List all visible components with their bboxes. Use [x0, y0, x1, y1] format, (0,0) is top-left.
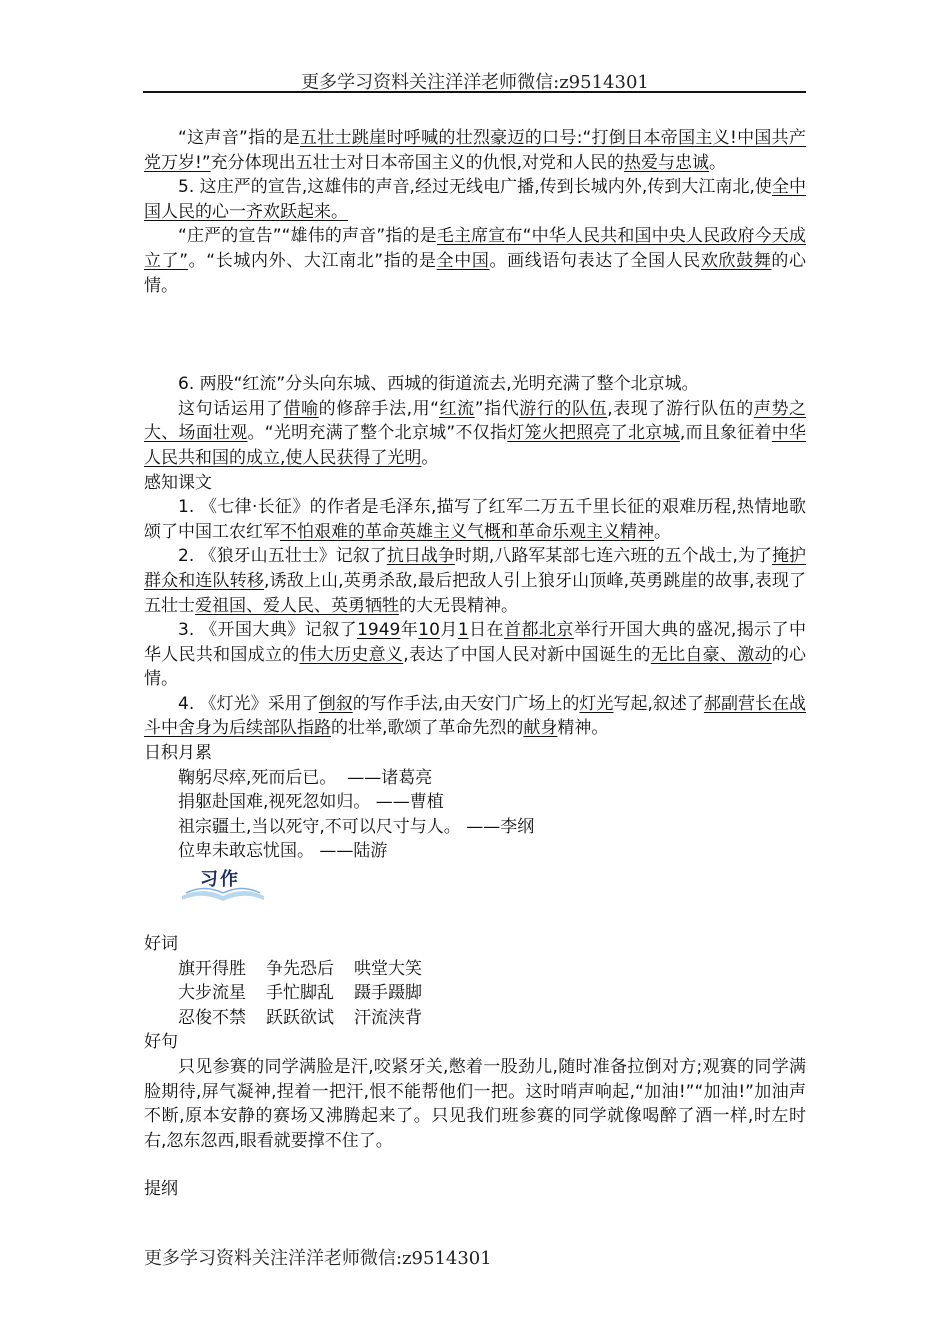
good-word: 汗流浃背: [354, 1007, 422, 1028]
writing-badge-label: 习作: [200, 869, 240, 891]
good-sentence-paragraph: 只见参赛的同学满脸是汗,咬紧牙关,憋着一股劲儿,随时准备拉倒对方;观赛的同学满脸期待,屏气凝神,捏着一把汗,恨不能帮他们一把。这时哨声响起,“加油!”“加油!”加油声不断,原本安静的赛场又沸腾起来了。只见我们班参赛的同学就像喝醉了酒一样,时左时右,忽东忽西,眼看就要撑不住了。: [144, 1057, 806, 1151]
spacer: [144, 1153, 806, 1177]
underlined-answer: 灯光: [579, 693, 614, 714]
underlined-answer: 五壮士跳崖时呼喊的壮烈豪迈的口号:“打倒日本帝国主义!中国共产党万岁!”: [144, 128, 806, 173]
underlined-answer: 爱祖国、爱人民、英勇牺牲: [195, 595, 399, 616]
question-5: 5. 这庄严的宣告,这雄伟的声音,经过无线电广播,传到长城内外,传到大江南北,使全中国人民的心一齐欢跃起来。: [144, 177, 806, 222]
word-row: [144, 981, 806, 1006]
underlined-answer: 毛主席宣布“中华人民共和国中央人民政府今天成立了”: [144, 226, 806, 271]
spacer: [144, 908, 806, 932]
good-word: 忍俊不禁: [178, 1007, 246, 1028]
paragraph-voice-explanation: “这声音”指的是五壮士跳崖时呼喊的壮烈豪迈的口号:“打倒日本帝国主义!中国共产党万岁!”充分体现出五壮士对日本帝国主义的仇恨,对党和人民的热爱与忠诚。: [144, 128, 806, 173]
writing-section-badge: [144, 866, 806, 908]
section-heading-accumulate: 日积月累: [144, 743, 212, 764]
question-6: 6. 两股“红流”分头向东城、西城的街道流去,光明充满了整个北京城。: [178, 374, 699, 395]
document-body: [144, 126, 806, 1202]
underlined-answer: 声势之大、场面壮观: [144, 398, 807, 444]
section-heading-outline: 提纲: [144, 1179, 178, 1200]
good-word: 大步流星: [178, 983, 246, 1004]
quote-line: 捐躯赴国难,视死忽如归。 ——曹植: [178, 792, 444, 813]
word-row: [144, 957, 806, 982]
underlined-answer: 全中国: [436, 250, 490, 271]
answer-5: “庄严的宣告”“雄伟的声音”指的是毛主席宣布“中华人民共和国中央人民政府今天成立了”。“长城内外、大江南北”指的是全中国。画线语句表达了全国人民欢欣鼓舞的心情。: [144, 226, 807, 296]
page-footer: 更多学习资料关注洋洋老师微信:z9514301: [144, 1248, 492, 1269]
section-heading-perceive: 感知课文: [144, 472, 212, 493]
underlined-answer: 1949: [357, 620, 401, 641]
underlined-answer: 红流: [438, 398, 475, 419]
underlined-answer: 抗日战争: [386, 546, 455, 567]
spacer: [144, 298, 806, 372]
quote-line: 祖宗疆土,当以死守,不可以尺寸与人。 ——李纲: [178, 816, 535, 837]
underlined-answer: 全中国人民的心一齐欢跃起来。: [144, 177, 806, 222]
good-word: 争先恐后: [266, 958, 334, 979]
perceive-item-4: 4. 《灯光》采用了倒叙的写作手法,由天安门广场上的灯光写起,叙述了郝副营长在战斗中舍身为后续部队指路的壮举,歌颂了革命先烈的献身精神。: [144, 693, 807, 739]
perceive-item-3: 3. 《开国大典》记叙了1949年10月1日在首都北京举行开国大典的盛况,揭示了中华人民共和国成立的伟大历史意义,表达了中国人民对新中国诞生的无比自豪、激动的心情。: [144, 620, 807, 690]
quote-line: 鞠躬尽瘁,死而后已。 ——诸葛亮: [178, 767, 433, 788]
header-divider: [143, 91, 806, 93]
good-word: 手忙脚乱: [266, 983, 334, 1004]
section-heading-good-words: 好词: [144, 934, 178, 955]
underlined-answer: 无比自豪、激动: [650, 644, 772, 665]
underlined-answer: 游行的队伍: [519, 398, 608, 419]
underlined-answer: 热爱与忠诚: [624, 152, 710, 173]
underlined-answer: 献身: [523, 718, 558, 739]
underlined-answer: 借喻: [283, 398, 319, 419]
underlined-answer: 10: [418, 620, 440, 641]
answer-6: 这句话运用了借喻的修辞手法,用“红流”指代游行的队伍,表现了游行队伍的声势之大、场面壮观。“光明充满了整个北京城”不仅指灯笼火把照亮了北京城,而且象征着中华人民共和国的成立,使人民获得了光明。: [144, 398, 807, 468]
underlined-answer: 伟大历史意义: [299, 644, 404, 665]
good-word: 蹑手蹑脚: [354, 983, 422, 1004]
perceive-item-2: 2. 《狼牙山五壮士》记叙了抗日战争时期,八路军某部七连六班的五个战士,为了掩护群众和连队转移,诱敌上山,英勇杀敌,最后把敌人引上狼牙山顶峰,英勇跳崖的故事,表现了五壮士爱祖国、爱人民、英勇牺牲的大无畏精神。: [144, 546, 807, 616]
underlined-answer: 倒叙: [318, 693, 353, 714]
underlined-answer: 掩护群众和连队转移: [144, 546, 807, 591]
underlined-answer: 1: [457, 620, 469, 641]
quote-line: 位卑未敢忘忧国。 ——陆游: [178, 841, 388, 862]
underlined-answer: 欢欣鼓舞: [700, 250, 772, 271]
underlined-answer: 不怕艰难的革命英雄主义气概和革命乐观主义精神: [280, 521, 654, 542]
good-word: 旗开得胜: [178, 958, 246, 979]
underlined-answer: 中华人民共和国的成立,使人民获得了光明: [144, 423, 807, 468]
underlined-answer: 灯笼火把照亮了北京城: [507, 423, 680, 444]
underlined-answer: 首都北京: [504, 620, 574, 641]
perceive-item-1: 1. 《七律·长征》的作者是毛泽东,描写了红军二万五千里长征的艰难历程,热情地歌颂了中国工农红军不怕艰难的革命英雄主义气概和革命乐观主义精神。: [144, 497, 806, 542]
section-heading-good-sentences: 好句: [144, 1032, 178, 1053]
good-word: 跃跃欲试: [266, 1007, 334, 1028]
word-row: [144, 1006, 806, 1031]
good-word: 哄堂大笑: [354, 958, 422, 979]
page-header: 更多学习资料关注洋洋老师微信:z9514301: [301, 72, 649, 93]
underlined-answer: 郝副营长在战斗中舍身为后续部队指路: [144, 693, 807, 739]
